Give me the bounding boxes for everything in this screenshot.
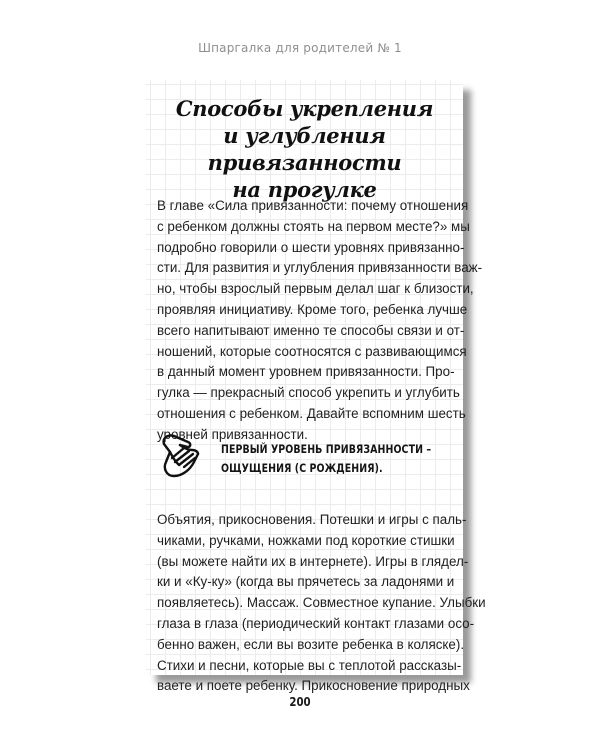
text-line: ваете и поете ребенку. Прикосновение природных [157, 678, 470, 694]
level-heading [221, 440, 431, 478]
text-line: но, чтобы взрослый первым делал шаг к близости, [157, 281, 474, 297]
text-line: отношения с ребенком. Давайте вспомним шесть [157, 405, 466, 421]
text-line: проявляя инициативу. Кроме того, ребенка лучше [157, 301, 468, 317]
text-line: в данный момент уровнем привязанности. Про- [157, 364, 455, 380]
text-line: ки и «Ку-ку» (когда вы прячетесь за ладонями и [157, 574, 455, 590]
text-line: Стихи и песни, которые вы с теплотой рассказы- [157, 657, 462, 673]
text-line: (вы можете найти их в интернете). Игры в глядел- [157, 553, 469, 569]
heading-line: ОЩУЩЕНИЯ (С РОЖДЕНИЯ). [221, 461, 383, 475]
text-line: глаза в глаза (периодический контакт глазами осо- [157, 615, 475, 631]
text-line: бенно важен, если вы возите ребенка в коляске). [157, 636, 465, 652]
text-line: с ребенком должны стоять на первом месте?» мы [157, 218, 470, 234]
text-line: уровней привязанности. [157, 426, 308, 442]
title-line: на прогулке [232, 177, 377, 202]
text-line: подробно говорили о шести уровнях привязанно- [157, 239, 465, 255]
page-number: 200 [289, 695, 311, 709]
text-line: В главе «Сила привязанности: почему отношения [157, 198, 469, 213]
text-line: гулка — прекрасный способ укрепить и углубить [157, 385, 460, 401]
text-line: появляетесь). Массаж. Совместное купание. Улыбки [157, 595, 486, 611]
running-head: Шпаргалка для родителей № 1 [198, 41, 402, 55]
text-line: Объятия, прикосновения. Потешки и игры с паль- [157, 512, 467, 527]
text-line: ношений, которые соотносятся с развивающимся [157, 343, 467, 359]
holding-hands-icon [158, 430, 202, 480]
heading-line: ПЕРВЫЙ УРОВЕНЬ ПРИВЯЗАННОСТИ – [221, 442, 432, 456]
cheat-sheet-card [146, 80, 486, 694]
text-line: чиками, ручками, ножками под короткие стишки [157, 532, 455, 548]
text-line: всего напитывают именно те способы связи и от- [157, 322, 465, 338]
attachment-level-1 [146, 427, 463, 487]
text-line: сти. Для развития и углубления привязанности важ- [157, 260, 483, 276]
intro-paragraph [157, 196, 483, 446]
title-line: и углубления привязанности [207, 123, 402, 175]
title-line: Способы укрепления [175, 96, 434, 121]
page-title [146, 95, 463, 203]
level-1-paragraph [157, 510, 486, 697]
